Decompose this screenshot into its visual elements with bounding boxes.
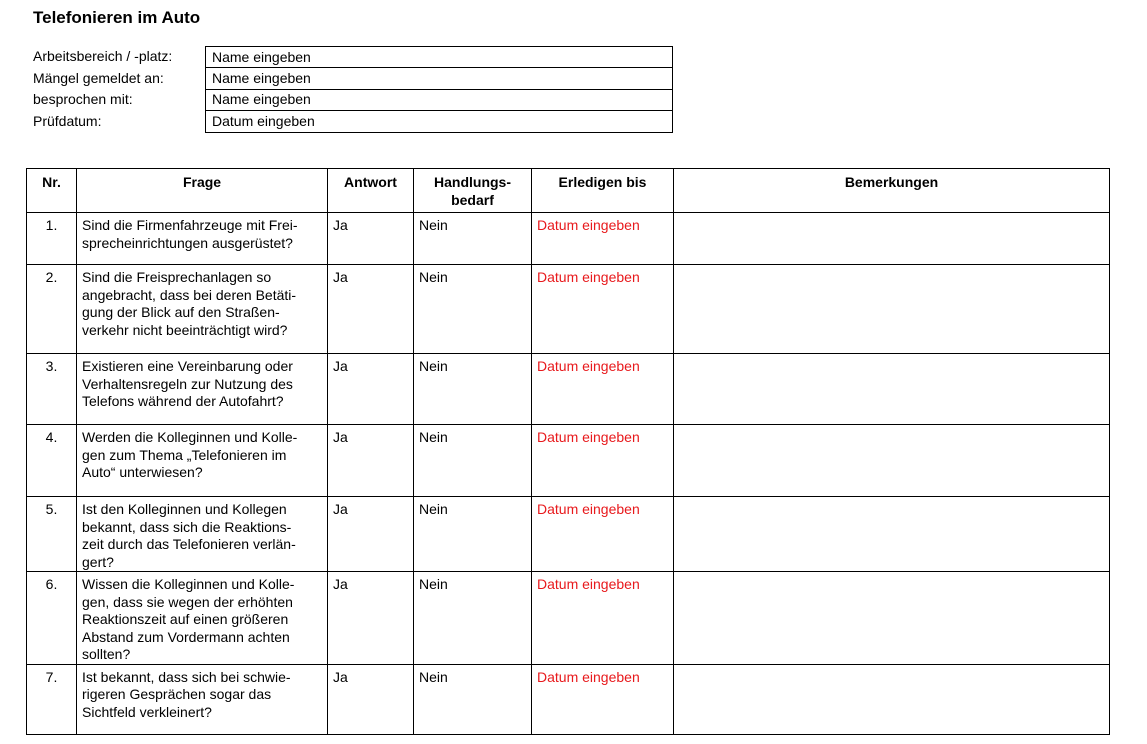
answer-field[interactable]: Ja [328, 213, 414, 265]
answer-field[interactable]: Ja [328, 354, 414, 425]
question-line: gung der Blick auf den Straßen- [82, 304, 280, 320]
question-line: Ist den Kolleginnen und Kollegen [82, 501, 287, 517]
question-line: rigeren Gesprächen sogar das [82, 686, 272, 702]
due-date-field[interactable]: Datum eingeben [532, 213, 674, 265]
row-number: 1. [27, 213, 77, 265]
handlungsbedarf-field[interactable]: Nein [414, 572, 532, 665]
question-line: Telefons während der Autofahrt? [82, 393, 284, 409]
question-line: Abstand zum Vordermann achten [82, 628, 290, 645]
remarks-field[interactable] [674, 664, 1110, 734]
question-line: bekannt, dass sich die Reaktions- [82, 518, 292, 535]
question-line: gert? [82, 553, 114, 570]
question-line: Sichtfeld verkleinert? [82, 703, 212, 720]
header-handlungsbedarf-line1: Handlungs- [434, 174, 511, 190]
handlungsbedarf-field[interactable]: Nein [414, 664, 532, 734]
question-line: Wissen die Kolleginnen und Kolle- [82, 576, 295, 592]
checklist-table [26, 168, 1110, 735]
question-text [77, 425, 328, 497]
due-date-field[interactable]: Datum eingeben [532, 265, 674, 354]
remarks-field[interactable] [674, 497, 1110, 572]
answer-field[interactable]: Ja [328, 265, 414, 354]
question-line: verkehr nicht beeinträchtigt wird? [82, 321, 288, 338]
header-erledigen: Erledigen bis [532, 169, 674, 213]
handlungsbedarf-field[interactable]: Nein [414, 354, 532, 425]
question-text [77, 213, 328, 265]
due-date-field[interactable]: Datum eingeben [532, 354, 674, 425]
answer-field[interactable]: Ja [328, 664, 414, 734]
header-frage: Frage [77, 169, 328, 213]
table-row [27, 425, 1110, 497]
remarks-field[interactable] [674, 425, 1110, 497]
table-header-row [27, 169, 1110, 213]
handlungsbedarf-field[interactable]: Nein [414, 497, 532, 572]
remarks-field[interactable] [674, 265, 1110, 354]
row-number: 4. [27, 425, 77, 497]
pruefdatum-field[interactable]: Datum eingeben [205, 111, 673, 133]
remarks-field[interactable] [674, 572, 1110, 665]
header-nr: Nr. [27, 169, 77, 213]
table-row [27, 213, 1110, 265]
question-line: Verhaltensregeln zur Nutzung des [82, 375, 293, 392]
question-line: zeit durch das Telefonieren verlän- [82, 536, 296, 552]
handlungsbedarf-field[interactable]: Nein [414, 213, 532, 265]
due-date-field[interactable]: Datum eingeben [532, 425, 674, 497]
question-line: Reaktionszeit auf einen größeren [82, 611, 289, 627]
row-number: 2. [27, 265, 77, 354]
table-row [27, 265, 1110, 354]
due-date-field[interactable]: Datum eingeben [532, 664, 674, 734]
meta-label: besprochen mit: [33, 91, 133, 107]
header-handlungsbedarf [414, 169, 532, 213]
question-text [77, 497, 328, 572]
question-line: angebracht, dass bei deren Betäti- [82, 286, 297, 303]
header-antwort: Antwort [328, 169, 414, 213]
question-text [77, 354, 328, 425]
header-bemerkungen: Bemerkungen [674, 169, 1110, 213]
due-date-field[interactable]: Datum eingeben [532, 497, 674, 572]
question-line: Werden die Kolleginnen und Kolle- [82, 429, 298, 445]
table-row [27, 497, 1110, 572]
meta-label: Arbeitsbereich / -platz: [33, 48, 173, 64]
question-line: gen, dass sie wegen der erhöhten [82, 593, 293, 610]
handlungsbedarf-field[interactable]: Nein [414, 265, 532, 354]
row-number: 3. [27, 354, 77, 425]
answer-field[interactable]: Ja [328, 497, 414, 572]
table-row [27, 664, 1110, 734]
question-text [77, 265, 328, 354]
remarks-field[interactable] [674, 213, 1110, 265]
row-number: 7. [27, 664, 77, 734]
answer-field[interactable]: Ja [328, 425, 414, 497]
due-date-field[interactable]: Datum eingeben [532, 572, 674, 665]
table-row [27, 354, 1110, 425]
row-number: 6. [27, 572, 77, 665]
table-row [27, 572, 1110, 665]
answer-field[interactable]: Ja [328, 572, 414, 665]
question-line: Auto“ unterwiesen? [82, 464, 203, 480]
meta-label: Mängel gemeldet an: [33, 69, 164, 86]
arbeitsbereich-field[interactable]: Name eingeben [205, 46, 673, 68]
header-handlungsbedarf-line2: bedarf [451, 191, 494, 208]
question-line: Existieren eine Vereinbarung oder [82, 358, 293, 374]
question-text [77, 572, 328, 665]
row-number: 5. [27, 497, 77, 572]
maengel-gemeldet-field[interactable]: Name eingeben [205, 68, 673, 90]
besprochen-mit-field[interactable]: Name eingeben [205, 89, 673, 111]
question-line: sprecheinrichtungen ausgerüstet? [82, 234, 293, 251]
question-line: Ist bekannt, dass sich bei schwie- [82, 668, 291, 685]
question-line: Sind die Firmenfahrzeuge mit Frei- [82, 217, 298, 233]
question-text [77, 664, 328, 734]
question-line: gen zum Thema „Telefonieren im [82, 446, 287, 463]
meta-label: Prüfdatum: [33, 112, 102, 129]
remarks-field[interactable] [674, 354, 1110, 425]
question-line: sollten? [82, 646, 131, 662]
question-line: Sind die Freisprechanlagen so [82, 269, 272, 285]
handlungsbedarf-field[interactable]: Nein [414, 425, 532, 497]
document-title: Telefonieren im Auto [33, 8, 201, 27]
